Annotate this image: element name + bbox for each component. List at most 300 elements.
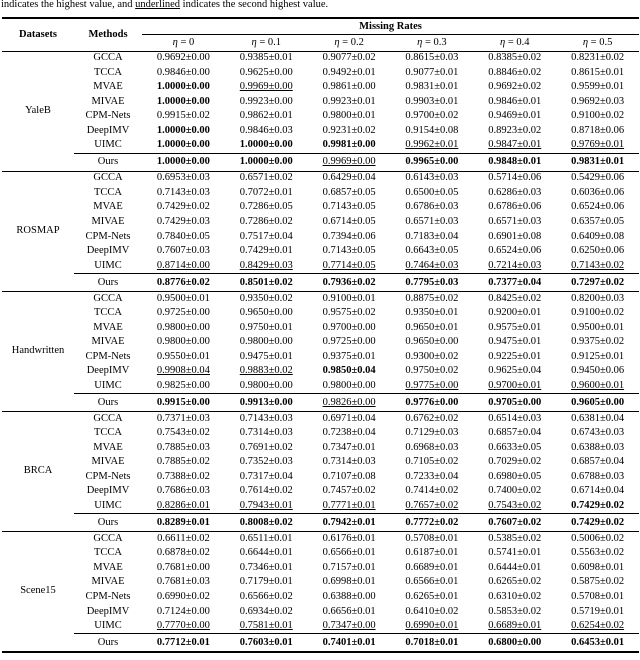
method-label: TCCA	[93, 547, 122, 559]
value-cell: 0.9500±0.01	[156, 292, 210, 304]
value-cell: 0.7297±0.02	[556, 273, 639, 291]
value-cell: 0.7517±0.04	[239, 230, 293, 242]
value-cell: 0.9375±0.02	[571, 336, 625, 348]
value-cell: 0.9692±0.00	[156, 52, 210, 64]
method-row	[2, 619, 639, 634]
value-cell: 0.9969±0.00	[239, 81, 293, 93]
value-cell: 0.5741±0.01	[488, 547, 542, 559]
value-cell: 0.6901±0.08	[488, 230, 542, 242]
method-label: DeepIMV	[86, 245, 130, 257]
value-cell: 0.9969±0.00	[308, 153, 391, 171]
value-cell: 0.7681±0.00	[156, 561, 210, 573]
value-cell: 0.9800±0.00	[239, 379, 293, 391]
value-cell: 0.8289±0.01	[142, 514, 225, 532]
caption-underlined-word: underlined	[135, 0, 181, 10]
method-label: GCCA	[93, 172, 123, 184]
value-cell: 0.9700±0.02	[405, 110, 459, 122]
method-row	[2, 230, 639, 245]
value-cell: 0.9475±0.01	[239, 350, 293, 362]
value-cell: 0.7314±0.03	[239, 427, 293, 439]
value-cell: 1.0000±0.00	[142, 153, 225, 171]
value-cell: 0.7400±0.02	[488, 485, 542, 497]
value-cell: 0.6953±0.03	[156, 172, 210, 184]
value-cell: 0.9769±0.01	[571, 139, 625, 151]
value-cell: 0.6656±0.01	[322, 605, 376, 617]
value-cell: 0.9915±0.00	[142, 393, 225, 411]
value-cell: 0.7885±0.02	[156, 456, 210, 468]
table-caption	[0, 0, 640, 12]
value-cell: 0.7429±0.03	[156, 215, 210, 227]
value-cell: 0.9650±0.01	[405, 321, 459, 333]
value-cell: 0.6714±0.04	[571, 485, 625, 497]
method-row	[2, 532, 639, 547]
method-row	[2, 411, 639, 426]
ours-label: Ours	[74, 393, 142, 411]
results-table	[2, 17, 639, 653]
value-cell: 0.9800±0.00	[322, 379, 376, 391]
value-cell: 0.7795±0.03	[390, 273, 473, 291]
dataset-label: YaleB	[2, 51, 74, 171]
method-row	[2, 484, 639, 499]
value-cell: 0.6644±0.01	[239, 547, 293, 559]
value-cell: 0.9846±0.03	[239, 125, 293, 137]
value-cell: 0.9962±0.01	[405, 139, 459, 151]
value-cell: 0.7691±0.02	[239, 441, 293, 453]
caption-prefix: indicates the highest value, and	[1, 0, 136, 10]
method-row	[2, 66, 639, 81]
value-cell: 0.6500±0.05	[405, 186, 459, 198]
method-row	[2, 80, 639, 95]
value-cell: 0.6444±0.01	[488, 561, 542, 573]
method-label: TCCA	[93, 186, 122, 198]
value-cell: 0.9550±0.01	[156, 350, 210, 362]
value-cell: 0.6689±0.01	[488, 619, 542, 631]
method-label: DeepIMV	[86, 365, 130, 377]
value-cell: 0.6286±0.03	[488, 186, 542, 198]
value-cell: 0.7238±0.04	[322, 427, 376, 439]
value-cell: 0.9923±0.00	[239, 95, 293, 107]
value-cell: 0.7157±0.01	[322, 561, 376, 573]
value-cell: 0.7377±0.04	[473, 273, 556, 291]
ours-row	[2, 514, 639, 532]
value-cell: 0.9800±0.00	[156, 321, 210, 333]
value-cell: 0.6980±0.05	[488, 470, 542, 482]
method-label: DeepIMV	[86, 605, 130, 617]
method-row	[2, 200, 639, 215]
value-cell: 0.9350±0.01	[405, 306, 459, 318]
value-cell: 1.0000±0.00	[239, 139, 293, 151]
value-cell: 0.6388±0.03	[571, 441, 625, 453]
value-cell: 0.9700±0.01	[488, 379, 542, 391]
value-cell: 0.8875±0.02	[405, 292, 459, 304]
value-cell: 0.9923±0.01	[322, 95, 376, 107]
method-row	[2, 590, 639, 605]
value-cell: 0.7143±0.05	[322, 201, 376, 213]
method-row	[2, 259, 639, 274]
value-cell: 0.6265±0.02	[488, 576, 542, 588]
value-cell: 0.7018±0.01	[390, 634, 473, 652]
eta-value: = 0.5	[588, 37, 613, 48]
value-cell: 0.5385±0.02	[488, 532, 542, 544]
value-cell: 0.6968±0.03	[405, 441, 459, 453]
method-row	[2, 335, 639, 350]
value-cell: 0.7429±0.02	[571, 499, 625, 511]
table-body	[2, 51, 639, 652]
value-cell: 0.7936±0.02	[308, 273, 391, 291]
value-cell: 1.0000±0.00	[156, 95, 210, 107]
value-cell: 0.9605±0.00	[556, 393, 639, 411]
value-cell: 0.7107±0.08	[322, 470, 376, 482]
method-label: TCCA	[93, 66, 122, 78]
value-cell: 0.9125±0.01	[571, 350, 625, 362]
value-cell: 1.0000±0.00	[156, 81, 210, 93]
value-cell: 0.6990±0.02	[156, 591, 210, 603]
value-cell: 0.6409±0.08	[571, 230, 625, 242]
value-cell: 0.7401±0.01	[308, 634, 391, 652]
method-row	[2, 499, 639, 514]
method-label: CPM-Nets	[85, 230, 131, 242]
value-cell: 0.9077±0.02	[322, 52, 376, 64]
value-cell: 0.7714±0.05	[322, 259, 376, 271]
value-cell: 0.7143±0.02	[571, 259, 625, 271]
value-cell: 0.9826±0.00	[308, 393, 391, 411]
value-cell: 0.7885±0.03	[156, 441, 210, 453]
method-row	[2, 291, 639, 306]
method-row	[2, 244, 639, 259]
method-label: UIMC	[94, 379, 122, 391]
value-cell: 0.6524±0.06	[571, 201, 625, 213]
value-cell: 0.7429±0.01	[239, 245, 293, 257]
eta-value: = 0.1	[256, 37, 281, 48]
value-cell: 0.7712±0.01	[142, 634, 225, 652]
method-row	[2, 51, 639, 66]
value-cell: 0.7072±0.01	[239, 186, 293, 198]
method-label: CPM-Nets	[85, 110, 131, 122]
value-cell: 0.8615±0.03	[405, 52, 459, 64]
value-cell: 0.8501±0.02	[225, 273, 308, 291]
value-cell: 0.9750±0.02	[405, 365, 459, 377]
method-label: MVAE	[93, 441, 123, 453]
method-label: GCCA	[93, 412, 123, 424]
value-cell: 0.9831±0.01	[405, 81, 459, 93]
value-cell: 0.9883±0.02	[239, 365, 293, 377]
value-cell: 0.7179±0.01	[239, 576, 293, 588]
method-row	[2, 575, 639, 590]
method-row	[2, 95, 639, 110]
method-label: TCCA	[93, 306, 122, 318]
value-cell: 0.6857±0.05	[322, 186, 376, 198]
value-cell: 0.8231±0.02	[571, 52, 625, 64]
value-cell: 0.9350±0.02	[239, 292, 293, 304]
value-cell: 0.7286±0.05	[239, 201, 293, 213]
value-cell: 0.9800±0.00	[156, 336, 210, 348]
value-cell: 0.9625±0.04	[488, 365, 542, 377]
value-cell: 0.6571±0.03	[488, 215, 542, 227]
value-cell: 0.6357±0.05	[571, 215, 625, 227]
value-cell: 0.9625±0.00	[239, 66, 293, 78]
value-cell: 0.6381±0.04	[571, 412, 625, 424]
value-cell: 0.8429±0.03	[239, 259, 293, 271]
value-cell: 0.9725±0.00	[322, 336, 376, 348]
value-cell: 0.9915±0.02	[156, 110, 210, 122]
value-cell: 0.8425±0.02	[488, 292, 542, 304]
value-cell: 0.6934±0.02	[239, 605, 293, 617]
value-cell: 0.6310±0.02	[488, 591, 542, 603]
value-cell: 0.7581±0.01	[239, 619, 293, 631]
eta-symbol: η	[499, 37, 506, 48]
value-cell: 0.6511±0.01	[239, 532, 293, 544]
value-cell: 0.5719±0.01	[571, 605, 625, 617]
method-label: MIVAE	[91, 576, 125, 588]
value-cell: 0.7347±0.01	[322, 441, 376, 453]
value-cell: 0.8008±0.02	[225, 514, 308, 532]
method-label: MIVAE	[91, 456, 125, 468]
value-cell: 0.9965±0.00	[390, 153, 473, 171]
method-row	[2, 350, 639, 365]
value-cell: 0.9862±0.01	[239, 110, 293, 122]
value-cell: 0.7143±0.03	[239, 412, 293, 424]
method-row	[2, 441, 639, 456]
ours-row	[2, 634, 639, 652]
value-cell: 0.5563±0.02	[571, 547, 625, 559]
value-cell: 0.7429±0.02	[556, 514, 639, 532]
method-label: CPM-Nets	[85, 350, 131, 362]
value-cell: 0.7105±0.02	[405, 456, 459, 468]
value-cell: 0.6514±0.03	[488, 412, 542, 424]
value-cell: 0.6250±0.06	[571, 245, 625, 257]
value-cell: 0.8714±0.00	[156, 259, 210, 271]
method-label: MVAE	[93, 81, 123, 93]
value-cell: 0.6857±0.04	[571, 456, 625, 468]
method-label: TCCA	[93, 427, 122, 439]
value-cell: 0.7233±0.04	[405, 470, 459, 482]
ours-label: Ours	[74, 273, 142, 291]
value-cell: 0.9475±0.01	[488, 336, 542, 348]
value-cell: 0.9375±0.01	[322, 350, 376, 362]
method-row	[2, 186, 639, 201]
value-cell: 0.9725±0.00	[156, 306, 210, 318]
value-cell: 0.6714±0.05	[322, 215, 376, 227]
value-cell: 0.7347±0.00	[322, 619, 376, 631]
value-cell: 0.9077±0.01	[405, 66, 459, 78]
header-row-top	[2, 18, 639, 34]
value-cell: 0.9913±0.00	[225, 393, 308, 411]
ours-label: Ours	[74, 514, 142, 532]
value-cell: 0.9692±0.03	[571, 95, 625, 107]
value-cell: 0.9848±0.01	[473, 153, 556, 171]
ours-label: Ours	[74, 153, 142, 171]
method-label: MVAE	[93, 201, 123, 213]
value-cell: 0.9846±0.01	[488, 95, 542, 107]
eta-symbol: η	[334, 37, 340, 48]
value-cell: 0.6187±0.01	[405, 547, 459, 559]
value-cell: 0.6410±0.02	[405, 605, 459, 617]
value-cell: 0.7143±0.03	[156, 186, 210, 198]
value-cell: 0.6998±0.01	[322, 576, 376, 588]
method-label: GCCA	[93, 292, 123, 304]
value-cell: 0.7414±0.02	[405, 485, 459, 497]
method-row	[2, 379, 639, 394]
ours-row	[2, 393, 639, 411]
value-cell: 0.6429±0.04	[322, 172, 376, 184]
value-cell: 0.9700±0.00	[322, 321, 376, 333]
value-cell: 0.8286±0.01	[156, 499, 210, 511]
value-cell: 0.6098±0.01	[571, 561, 625, 573]
value-cell: 0.9575±0.01	[488, 321, 542, 333]
value-cell: 0.6176±0.01	[322, 532, 376, 544]
value-cell: 0.6689±0.01	[405, 561, 459, 573]
value-cell: 0.5714±0.06	[488, 172, 542, 184]
value-cell: 0.9100±0.01	[322, 292, 376, 304]
value-cell: 0.7603±0.01	[225, 634, 308, 652]
value-cell: 0.9800±0.00	[239, 336, 293, 348]
value-cell: 0.9850±0.04	[322, 365, 376, 377]
value-cell: 0.7771±0.01	[322, 499, 376, 511]
eta-header-cell	[390, 34, 473, 51]
value-cell: 0.9861±0.00	[322, 81, 376, 93]
value-cell: 0.7429±0.02	[156, 201, 210, 213]
method-label: CPM-Nets	[85, 591, 131, 603]
value-cell: 0.7183±0.04	[405, 230, 459, 242]
value-cell: 0.6453±0.01	[556, 634, 639, 652]
value-cell: 0.7346±0.01	[239, 561, 293, 573]
method-row	[2, 139, 639, 154]
method-row	[2, 455, 639, 470]
method-row	[2, 605, 639, 620]
value-cell: 0.6786±0.06	[488, 201, 542, 213]
value-cell: 0.9776±0.00	[390, 393, 473, 411]
method-row	[2, 321, 639, 336]
value-cell: 0.8846±0.02	[488, 66, 542, 78]
value-cell: 0.9500±0.01	[571, 321, 625, 333]
value-cell: 0.7543±0.02	[156, 427, 210, 439]
value-cell: 0.6971±0.04	[322, 412, 376, 424]
value-cell: 0.9100±0.02	[571, 110, 625, 122]
value-cell: 0.9450±0.06	[571, 365, 625, 377]
header-methods: Methods	[88, 29, 128, 41]
value-cell: 0.6786±0.03	[405, 201, 459, 213]
value-cell: 0.7543±0.02	[488, 499, 542, 511]
value-cell: 0.5708±0.01	[571, 591, 625, 603]
value-cell: 0.7464±0.03	[405, 259, 459, 271]
eta-symbol: η	[251, 37, 257, 48]
value-cell: 0.6571±0.03	[405, 215, 459, 227]
value-cell: 0.6990±0.01	[405, 619, 459, 631]
method-label: MIVAE	[91, 215, 125, 227]
method-row	[2, 306, 639, 321]
value-cell: 0.7029±0.02	[488, 456, 542, 468]
value-cell: 0.9600±0.01	[571, 379, 625, 391]
method-row	[2, 470, 639, 485]
value-cell: 0.9154±0.08	[405, 125, 459, 137]
value-cell: 0.8385±0.02	[488, 52, 542, 64]
dataset-label: Handwritten	[2, 291, 74, 411]
value-cell: 0.9100±0.02	[571, 306, 625, 318]
method-label: GCCA	[93, 532, 123, 544]
value-cell: 0.7314±0.03	[322, 456, 376, 468]
value-cell: 0.7214±0.03	[488, 259, 542, 271]
value-cell: 0.8718±0.06	[571, 125, 625, 137]
value-cell: 0.9705±0.00	[473, 393, 556, 411]
dataset-label: BRCA	[2, 411, 74, 531]
value-cell: 1.0000±0.00	[156, 125, 210, 137]
ours-row	[2, 273, 639, 291]
method-label: UIMC	[94, 259, 122, 271]
eta-header-cell	[142, 34, 225, 51]
value-cell: 0.6265±0.01	[405, 591, 459, 603]
method-label: GCCA	[93, 52, 123, 64]
value-cell: 0.9908±0.04	[156, 365, 210, 377]
eta-header-cell	[308, 34, 391, 51]
value-cell: 0.9599±0.01	[571, 81, 625, 93]
value-cell: 0.7772±0.02	[390, 514, 473, 532]
method-label: MIVAE	[91, 336, 125, 348]
value-cell: 0.9650±0.00	[239, 306, 293, 318]
value-cell: 0.7388±0.02	[156, 470, 210, 482]
value-cell: 0.6788±0.03	[571, 470, 625, 482]
method-label: DeepIMV	[86, 125, 130, 137]
method-row	[2, 124, 639, 139]
value-cell: 0.6388±0.00	[322, 591, 376, 603]
value-cell: 0.9903±0.01	[405, 95, 459, 107]
value-cell: 0.6743±0.03	[571, 427, 625, 439]
method-row	[2, 546, 639, 561]
value-cell: 0.6571±0.02	[239, 172, 293, 184]
header-datasets: Datasets	[19, 29, 57, 41]
value-cell: 0.9200±0.01	[488, 306, 542, 318]
eta-header-cell	[225, 34, 308, 51]
value-cell: 0.6857±0.04	[488, 427, 542, 439]
value-cell: 0.9492±0.01	[322, 66, 376, 78]
dataset-label: ROSMAP	[2, 171, 74, 291]
method-label: UIMC	[94, 139, 122, 151]
value-cell: 0.6566±0.01	[322, 547, 376, 559]
value-cell: 0.9831±0.01	[556, 153, 639, 171]
caption-clip-region	[0, 0, 640, 13]
eta-value: = 0.4	[505, 37, 530, 48]
eta-symbol: η	[582, 37, 589, 48]
method-label: MVAE	[93, 321, 123, 333]
value-cell: 0.6566±0.01	[405, 576, 459, 588]
value-cell: 0.9650±0.00	[405, 336, 459, 348]
method-label: CPM-Nets	[85, 470, 131, 482]
value-cell: 0.9225±0.01	[488, 350, 542, 362]
value-cell: 0.5429±0.06	[571, 172, 625, 184]
value-cell: 0.7840±0.05	[156, 230, 210, 242]
ours-label: Ours	[74, 634, 142, 652]
method-row	[2, 171, 639, 186]
header-missing-rates: Missing Rates	[142, 18, 639, 34]
value-cell: 0.6643±0.05	[405, 245, 459, 257]
value-cell: 0.9231±0.02	[322, 125, 376, 137]
method-label: MVAE	[93, 561, 123, 573]
value-cell: 0.7607±0.03	[156, 245, 210, 257]
method-row	[2, 561, 639, 576]
value-cell: 0.6254±0.02	[571, 619, 625, 631]
value-cell: 0.9692±0.02	[488, 81, 542, 93]
value-cell: 0.6633±0.05	[488, 441, 542, 453]
value-cell: 0.5708±0.01	[405, 532, 459, 544]
eta-value: = 0.2	[339, 37, 364, 48]
value-cell: 0.7124±0.00	[156, 605, 210, 617]
value-cell: 1.0000±0.00	[225, 153, 308, 171]
eta-header-cell	[473, 34, 556, 51]
eta-value: = 0	[177, 37, 195, 48]
ours-row	[2, 153, 639, 171]
value-cell: 0.6800±0.00	[473, 634, 556, 652]
eta-symbol: η	[172, 37, 178, 48]
value-cell: 0.7943±0.01	[239, 499, 293, 511]
